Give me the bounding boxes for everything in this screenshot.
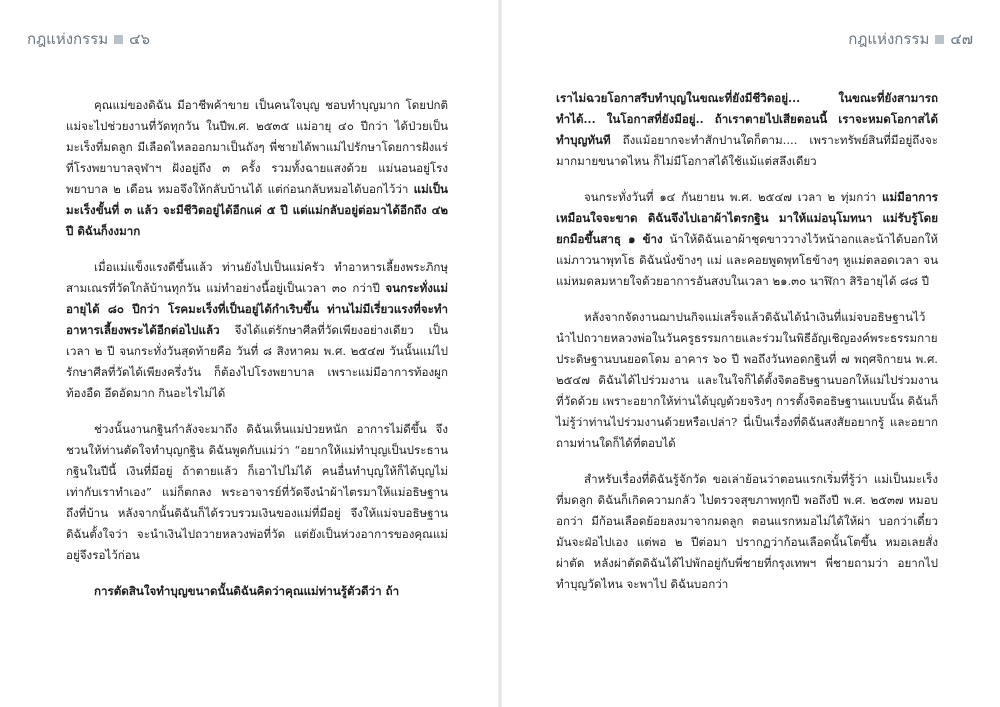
header-square-icon bbox=[114, 35, 123, 44]
right-page-number: ๔๗ bbox=[950, 30, 973, 48]
text-run: จนกระทั่งวันที่ ๑๔ กันยายน พ.ศ. ๒๕๔๗ เวลา ๒ ทุ่มกว่า bbox=[584, 190, 882, 204]
header-square-icon bbox=[935, 35, 944, 44]
paragraph bbox=[66, 95, 448, 242]
left-page-number: ๔๖ bbox=[129, 30, 150, 48]
bold-text-run: แม่เป็นมะเร็งขั้นที่ ๓ แล้ว จะมีชีวิตอยู่ได้อีกแค่ ๕ ปี แต่แม่กลับอยู่ต่อมาได้อีกถึง ๔๒ ปี ดิฉันก็งงมาก bbox=[66, 182, 448, 238]
paragraph bbox=[556, 187, 938, 292]
paragraph bbox=[556, 469, 938, 595]
paragraph bbox=[66, 581, 448, 602]
text-run: หลังจากจัดงานฌาปนกิจแม่เสร็จแล้วดิฉันได้นำเงินที่แม่จบอธิษฐานไว้ นำไปถวายหลวงพ่อในวันครูธรรมกายและร่วมในพิธีอัญเชิญองค์พระธรรมกายประดิษฐานบนยอดโดม อาคาร ๖๐ ปี พอถึงวันทอดกฐินที่ ๗ พฤศจิกายน พ.ศ. ๒๕๔๗ ดิฉันได้ไปร่วมงาน และในใจก็ได้ตั้งจิตอธิษฐานบอกให้แม่ไปร่วมงาน ที่วัดด้วย เพราะอยากให้ท่านได้บุญด้วยจริงๆ การตั้งจิตอธิษฐานแบบนั้น ดิฉันก็ไม่รู้ว่าท่านไปร่วมงานด้วยหรือเปล่า? นี่เป็นเรื่องที่ดิฉันสงสัยอยากรู้ และอยากถามท่านใดก็ได้ที่ตอบได้ bbox=[556, 310, 938, 450]
text-run: สำหรับเรื่องที่ดิฉันรู้จักวัด ขอเล่าย้อนว่าตอนแรกเริ่มที่รู้ว่า แม่เป็นมะเร็งที่มดลูก ดิฉันก็เกิดความกลัว ไปตรวจสุขภาพทุกปี พอถึงปี พ.ศ. ๒๕๓๗ หมอบอกว่า มีก้อนเลือดย้อยลงมาจากมดลูก ตอนแรกหมอไม่ได้ให้ผ่า บอกว่าเดี๋ยวมันจะฝ่อไปเอง แต่พอ ๒ ปีต่อมา ปรากฏว่าก้อนเลือดนั้นโตขึ้น หมอเลยสั่งผ่าตัด หลังผ่าตัดดิฉันได้ไปพักอยู่กับพี่ชายที่กรุงเทพฯ พี่ชายถามว่า อยากไปทำบุญวัดไหน จะพาไป ดิฉันบอกว่า bbox=[556, 472, 938, 591]
text-run: ช่วงนั้นงานกฐินกำลังจะมาถึง ดิฉันเห็นแม่ป่วยหนัก อาการไม่ดีขึ้น จึงชวนให้ท่านตัดใจทำบุญกฐิน ดิฉันพูดกับแม่ว่า “อยากให้แม่ทำบุญเป็นประธานกฐินในปีนี้ เงินที่มีอยู่ ถ้าตายแล้ว ก็เอาไปไม่ได้ คนอื่นทำบุญให้ก็ได้บุญไม่เท่ากับเราทำเอง” แม่ก็ตกลง พระอาจารย์ที่วัดจึงนำผ้าไตรมาให้แม่อธิษฐานถึงที่บ้าน หลังจากนั้นดิฉันก็ได้รวบรวมเงินของแม่ที่มีอยู่ จึงให้แม่จบอธิษฐาน ดิฉันตั้งใจว่า จะนำเงินไปถวายหลวงพ่อที่วัด แต่ยังเป็นห่วงอาการของคุณแม่อยู่จึงรอไว้ก่อน bbox=[66, 422, 448, 562]
text-run: ถึงแม้อยากจะทำสักปานใดก็ตาม.... เพราะทรัพย์สินที่มีอยู่ถึงจะมากมายขนาดไหน ก็ไม่มีโอกาสได้ใช้แม้แต่สลึงเดียว bbox=[556, 133, 938, 168]
paragraph bbox=[66, 419, 448, 566]
text-run: เมื่อแม่แข็งแรงดีขึ้นแล้ว ท่านยังไปเป็นแม่ครัว ทำอาหารเลี้ยงพระภิกษุ สามเณรที่วัดใกล้บ้านทุกวัน แม่ทำอย่างนี้อยู่เป็นเวลา ๓๐ กว่าปี bbox=[66, 260, 448, 295]
bold-text-run: การตัดสินใจทำบุญขนาดนั้นดิฉันคิดว่าคุณแม่ท่านรู้ตัวดีว่า ถ้า bbox=[94, 584, 400, 598]
paragraph bbox=[556, 307, 938, 454]
text-run: จึงได้แต่รักษาศีลที่วัดเพียงอย่างเดียว เป็นเวลา ๒ ปี จนกระทั่งวันสุดท้ายคือ วันที่ ๘ สิงหาคม พ.ศ. ๒๕๔๗ วันนั้นแม่ไปรักษาศีลที่วัดได้เพียงครึ่งวัน ก็ต้องไปโรงพยาบาล เพราะแม่มีอาการท้องผูก ท้องอืด อึดอัดมาก กินอะไรไม่ได้ bbox=[66, 323, 448, 400]
right-page bbox=[500, 0, 1000, 707]
left-header-title: กฎแห่งกรรม bbox=[27, 30, 109, 48]
text-run: คุณแม่ของดิฉัน มีอาชีพค้าขาย เป็นคนใจบุญ ชอบทำบุญมาก โดยปกติแม่จะไปช่วยงานที่วัดทุกวัน ในปีพ.ศ. ๒๕๓๕ แม่อายุ ๔๐ ปีกว่า ได้ป่วยเป็นมะเร็งที่มดลูก มีเลือดไหลออกมาเป็นถังๆ พี่ชายได้พาแม่ไปรักษาโดยการฝังแร่ที่โรงพยาบาลจุฬาฯ ฝังอยู่ถึง ๓ ครั้ง รวมทั้งฉายแสงด้วย แม่นอนอยู่โรงพยาบาล ๒ เดือน หมอจึงให้กลับบ้านได้ แต่ก่อนกลับหมอได้บอกไว้ว่า bbox=[66, 98, 448, 196]
right-body-text bbox=[556, 88, 938, 610]
bold-text-run: เราไม่ฉวยโอกาสรีบทำบุญในขณะที่ยังมีชีวิตอยู่... ในขณะที่ยังสามารถทำได้... ในโอกาสที่ยังมีอยู่.. ถ้าเราตายไปเสียตอนนี้ เราจะหมดโอกาสได้ทำบุญทันที bbox=[556, 91, 938, 147]
left-running-header bbox=[27, 27, 150, 51]
right-running-header bbox=[848, 27, 973, 51]
paragraph bbox=[556, 88, 938, 172]
left-body-text bbox=[66, 95, 448, 617]
right-header-title: กฎแห่งกรรม bbox=[848, 30, 930, 48]
bold-text-run: แม่มีอาการเหมือนใจจะขาด ดิฉันจึงไปเอาผ้าไตรกฐิน มาให้แม่อนุโมทนา แม่รับรู้โดยยกมือขึ้นสาธุ ๑ ข้าง bbox=[556, 190, 938, 246]
paragraph bbox=[66, 257, 448, 404]
text-run: น้าให้ดิฉันเอาผ้าชุดขาววางไว้หน้าอกและน้าได้บอกให้แม่ภาวนาพุทโธ ดิฉันนั่งข้างๆ แม่ และคอยพูดพุทโธข้างๆ หูแม่ตลอดเวลา จนแม่หมดลมหายใจด้วยอาการอันสงบในเวลา ๒๑.๓๐ นาฬิกา สิริอายุได้ ๘๘ ปี bbox=[556, 232, 939, 288]
bold-text-run: จนกระทั่งแม่อายุได้ ๘๐ ปีกว่า โรคมะเร็งที่เป็นอยู่ได้กำเริบขึ้น ท่านไม่มีเรี่ยวแรงที่จะทำอาหารเลี้ยงพระได้อีกต่อไปแล้ว bbox=[66, 281, 448, 337]
